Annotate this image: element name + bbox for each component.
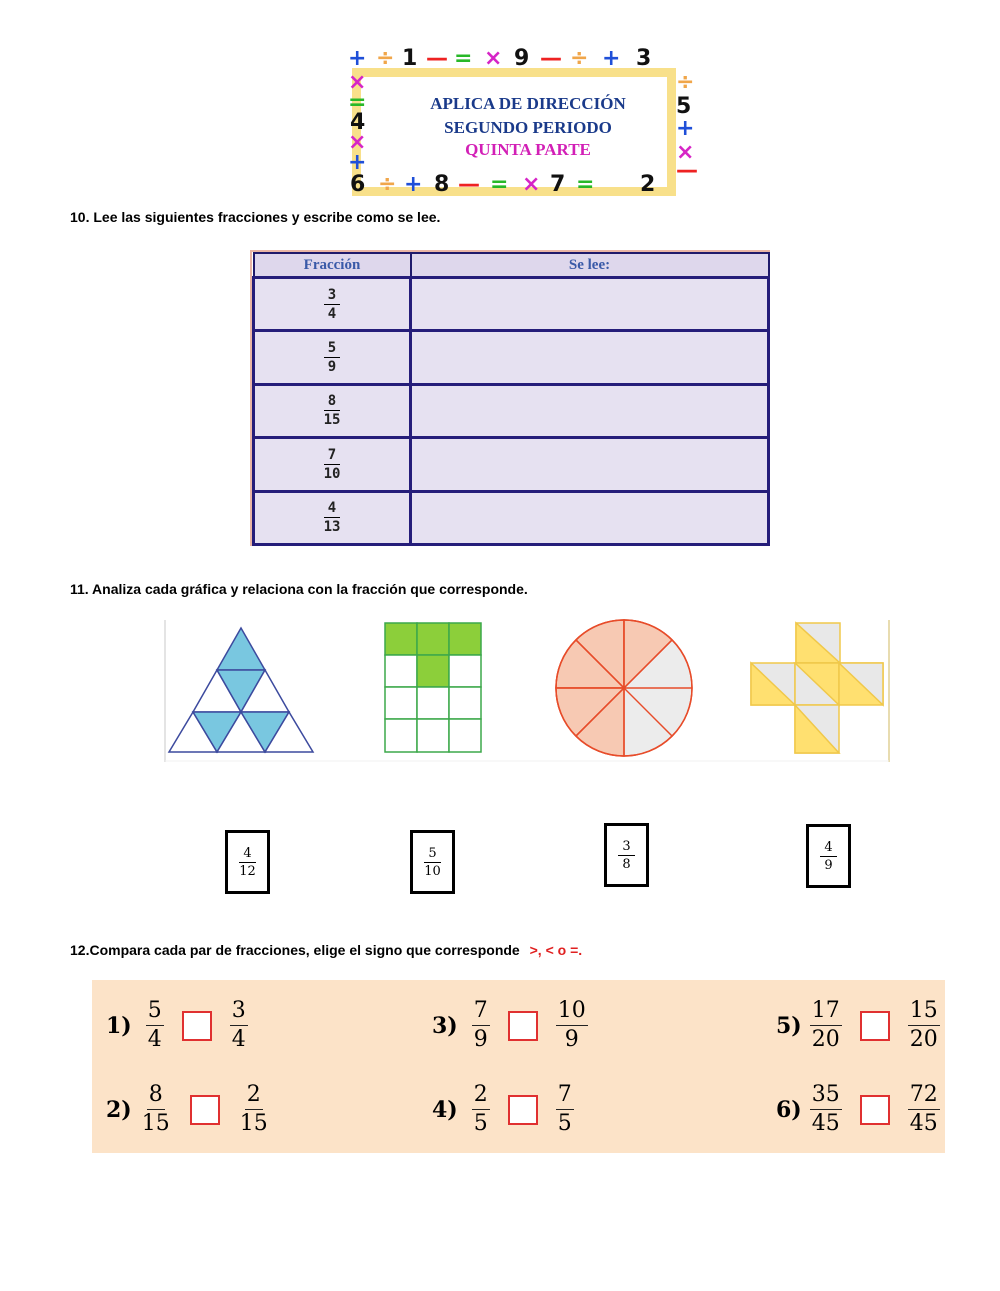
banner-symbol: — [458,172,480,197]
numerator: 10 [556,1000,588,1026]
denominator: 15 [141,1111,170,1136]
denominator: 15 [323,412,341,429]
banner-symbol: = [454,46,473,71]
cross-grid-graphic [751,623,883,753]
item-number: 5) [776,1012,802,1039]
comparison-item [432,1000,588,1051]
banner-symbol: 8 [434,172,450,197]
sign-answer-box[interactable] [508,1095,538,1125]
banner-symbol: — [676,158,698,183]
fraction-cell [254,331,411,384]
denominator: 9 [473,1027,488,1052]
banner-symbol: + [348,150,367,175]
denominator: 20 [909,1027,938,1052]
banner-symbol: + [348,46,367,71]
comparison-item [776,1084,940,1135]
banner-symbol: + [404,172,423,197]
numerator: 2 [245,1084,263,1110]
denominator: 9 [824,857,833,873]
q12-signs: >, < o =. [529,942,583,958]
reading-answer-cell[interactable] [411,438,769,491]
numerator: 3 [230,1000,248,1026]
banner-symbol: 7 [550,172,566,197]
rectangle-grid-graphic [385,623,481,752]
denominator: 45 [909,1111,938,1136]
fraction-option-5-10[interactable] [410,830,455,894]
denominator: 4 [147,1027,162,1052]
denominator: 4 [327,305,337,322]
numerator: 5 [424,847,440,863]
sign-answer-box[interactable] [182,1011,212,1041]
banner-symbol: × [676,140,695,165]
title-banner [338,46,704,198]
item-number: 6) [776,1096,802,1123]
banner-symbol: = [576,172,595,197]
banner-symbol: 5 [676,94,692,119]
table-row [254,331,769,384]
fraction-graphics [163,618,893,764]
reading-answer-cell[interactable] [411,331,769,384]
comparison-item [106,1000,248,1051]
sign-answer-box[interactable] [860,1095,890,1125]
comparison-item [776,1000,940,1051]
fraction-reading-table [250,250,770,546]
fraction-option-4-12[interactable] [225,830,270,894]
column-header-fraction: Fracción [254,253,411,278]
table-row [254,438,769,491]
banner-symbol: ÷ [570,46,589,71]
numerator: 7 [472,1000,490,1026]
fraction-cell [254,278,411,331]
banner-symbol: + [602,46,621,71]
numerator: 17 [810,1000,842,1026]
denominator: 13 [323,519,341,536]
numerator: 4 [820,841,836,857]
denominator: 5 [557,1111,572,1136]
reading-answer-cell[interactable] [411,384,769,437]
table-row [254,384,769,437]
banner-symbol: ÷ [376,46,395,71]
item-number: 1) [106,1012,132,1039]
banner-symbol: 6 [350,172,366,197]
numerator: 72 [908,1084,940,1110]
table-row [254,278,769,331]
denominator: 12 [239,863,256,879]
q11-heading: 11. Analiza cada gráfica y relaciona con la fracción que corresponde. [70,581,528,597]
numerator: 5 [146,1000,164,1026]
numerator: 3 [618,840,634,856]
banner-symbol: = [348,90,367,115]
item-number: 3) [432,1012,458,1039]
circle-graphic [556,620,692,756]
sign-answer-box[interactable] [860,1011,890,1041]
sign-answer-box[interactable] [190,1095,220,1125]
banner-title: APLICA DE DIRECCIÓN [430,94,626,113]
comparison-item [106,1084,270,1135]
banner-part: QUINTA PARTE [465,140,591,159]
banner-symbol: — [426,46,448,71]
numerator: 3 [324,288,340,305]
banner-symbol: ÷ [676,70,695,95]
banner-symbol: — [540,46,562,71]
banner-subtitle: SEGUNDO PERIODO [444,118,612,137]
banner-symbol: ÷ [378,172,397,197]
banner-symbol: 9 [514,46,530,71]
denominator: 9 [564,1027,579,1052]
denominator: 10 [424,863,441,879]
q12-heading-text: 12.Compara cada par de fracciones, elige el signo que corresponde [70,942,520,958]
banner-symbol: × [522,172,541,197]
q10-heading: 10. Lee las siguientes fracciones y escribe como se lee. [70,209,441,225]
fraction-option-4-9[interactable] [806,824,851,888]
numerator: 4 [239,847,255,863]
item-number: 2) [106,1096,132,1123]
denominator: 10 [323,465,341,482]
banner-symbol: 4 [350,110,366,135]
numerator: 5 [324,341,340,358]
banner-symbol: × [348,130,367,155]
numerator: 2 [472,1084,490,1110]
triangle-grid-graphic [169,628,313,752]
fraction-cell [254,438,411,491]
denominator: 8 [622,856,631,872]
denominator: 9 [327,359,337,376]
sign-answer-box[interactable] [508,1011,538,1041]
column-header-reading: Se lee: [411,253,769,278]
banner-symbol: + [676,116,695,141]
reading-answer-cell[interactable] [411,491,769,544]
comparison-item [432,1084,574,1135]
numerator: 15 [908,1000,940,1026]
denominator: 20 [811,1027,840,1052]
numerator: 8 [147,1084,165,1110]
numerator: 7 [324,448,340,465]
banner-symbol: 3 [636,46,652,71]
reading-answer-cell[interactable] [411,278,769,331]
table-row [254,491,769,544]
comparison-panel [92,980,945,1153]
denominator: 5 [473,1111,488,1136]
banner-symbol: × [484,46,503,71]
numerator: 8 [324,394,340,411]
fraction-cell [254,384,411,437]
denominator: 15 [239,1111,268,1136]
fraction-cell [254,491,411,544]
q12-heading [70,942,582,958]
denominator: 45 [811,1111,840,1136]
banner-symbol: = [490,172,509,197]
banner-symbol: 2 [640,172,656,197]
item-number: 4) [432,1096,458,1123]
fraction-option-3-8[interactable] [604,823,649,887]
numerator: 35 [810,1084,842,1110]
numerator: 4 [324,501,340,518]
banner-symbol: 1 [402,46,418,71]
denominator: 4 [231,1027,246,1052]
numerator: 7 [556,1084,574,1110]
banner-symbol: × [348,70,367,95]
